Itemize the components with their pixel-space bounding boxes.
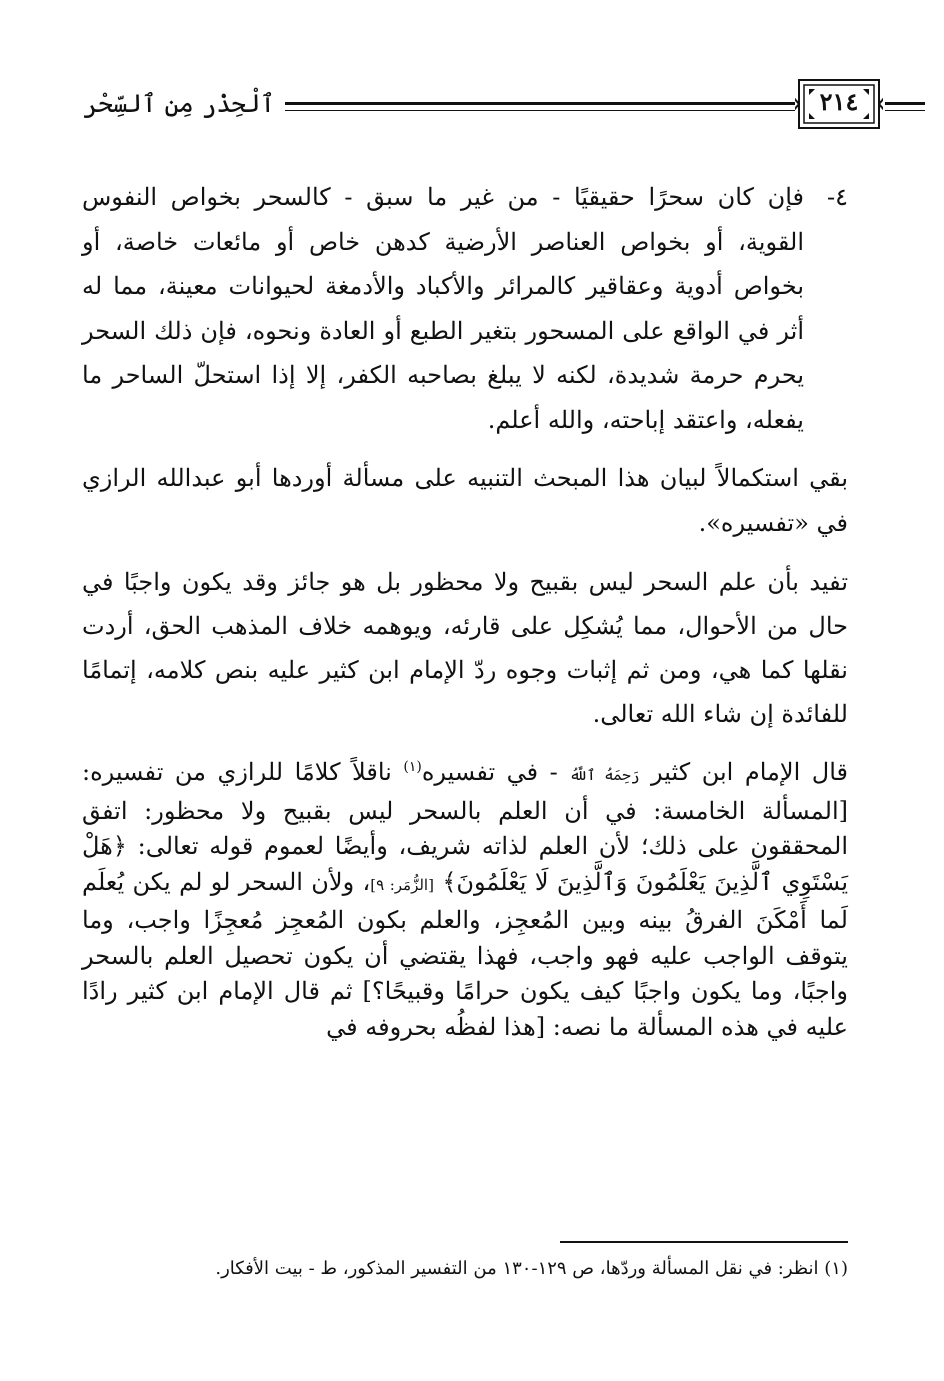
text-span: - في تفسيره [421,758,558,786]
footnote: (١) انظر: في نقل المسألة وردّها، ص ١٢٩-١٣٠ من التفسير المذكور، ط - بيت الأفكار. [215,1258,848,1279]
item-number: ٤- [827,183,848,211]
running-title: ٱلْحِذْر مِن ٱلسِّحْر [83,89,275,118]
page-number: ٢١٤ [819,87,859,116]
honorific: رَحِمَهُ ٱللَّهُ [569,766,640,784]
text-span: قال الإمام ابن كثير [651,758,848,786]
footnote-reference: (١) [403,759,422,775]
paragraph-2: بقي استكمالاً لبيان هذا المبحث التنبيه على مسألة أوردها أبو عبدالله الرازي في «تفسيره». [82,464,849,537]
paragraph-3: تفيد بأن علم السحر ليس بقبيح ولا محظور بل هو جائز وقد يكون واجبًا في حال من الأحوال، مما يُشكِل على قارئه، ويوهمه خلاف المذهب الحق، أردت نقلها كما هي، ومن ثم إثبات وجوه ردّ الإمام ابن كثير عليه بنص كلامه، إتمامًا للفائدة إن شاء الله تعالى. [82,568,848,728]
item-text: فإن كان سحرًا حقيقيًا - من غير ما سبق - كالسحر بخواص النفوس القوية، أو بخواص العناصر الأرضية كدهن خاص أو مائعات خاصة، أو بخواص أدوية وعقاقير كالمرائر والأكباد والأدمغة لحيوانات معينة، مما له أثر في الواقع على المسحور بتغير الطبع أو العادة ونحوه، فإن ذلك السحر يحرم حرمة شديدة، لكنه لا يبلغ بصاحبه الكفر، إلا إذا استحلّ الساحر ما يفعله، واعتقد إباحته، والله أعلم. [82,183,804,434]
header-rule-right [885,102,925,111]
text-span: ، ولأن السحر لو لم يكن يُعلَم لَما أَمْكَنَ الفرقُ بينه وبين المُعجِز، والعلم بكون المُعجِز مُعجِزًا واجب، وما يتوقف الواجب عليه فهو واجب، فهذا يقتضي أن يكون تحصيل العلم بالسحر واجبًا، وما يكون واجبًا كيف يكون حرامًا وقبيحًا؟] ثم قال الإمام ابن كثير رادًا عليه في هذه المسألة ما نصه: [هذا لفظُه بحروفه في [82,867,848,1041]
main-text [82,175,848,1059]
header-rule-left [285,102,795,111]
text-span: ناقلاً كلامًا للرازي من تفسيره: [المسألة الخامسة: في أن العلم بالسحر ليس بقبيح ولا محظور: اتفق المحققون على ذلك؛ لأن العلم لذاته شريف، وأيضًا لعموم قوله تعالى: [82,758,848,860]
footnote-divider [560,1241,848,1243]
quran-verse: ﴿هَلْ يَسْتَوِي ٱلَّذِينَ يَعْلَمُونَ وَٱلَّذِينَ لَا يَعْلَمُونَ﴾ [82,832,849,896]
quran-reference: [الزُّمَر: ٩] [370,875,434,894]
page-header [80,85,859,129]
paragraph-4 [82,750,848,1045]
list-item-4 [82,175,848,442]
